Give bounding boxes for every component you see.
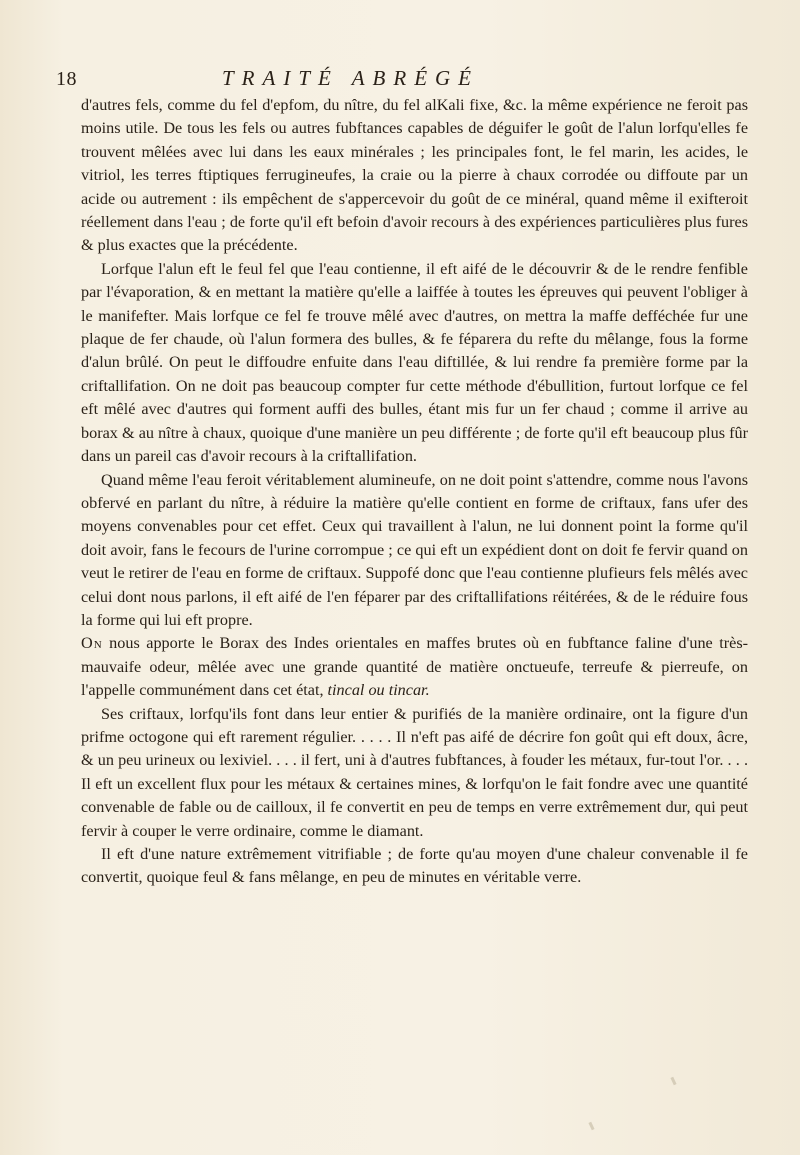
text-body (81, 94, 748, 890)
paragraph-4-italic: tincal ou tincar. (327, 681, 430, 700)
paragraph-4-lead: On (81, 634, 103, 653)
ink-mark (670, 1077, 676, 1086)
paragraph-4-body: nous apporte le Borax des Indes orientales en maffes brutes où en fubftance faline d'une très-mauvaife odeur, mêlée avec une grande quantité de matière onctueufe, terreufe & pierreufe, on l'appelle communément dans cet état, (81, 634, 749, 700)
paragraph-3: Quand même l'eau feroit véritablement alumineufe, on ne doit point s'attendre, comme nous l'avons obfervé en parlant du nître, à réduire la matière qu'elle contient en forme de criftaux, fans ufer des moyens convenables pour cet effet. Ceux qui travaillent à l'alun, ne lui donnent point la forme qu'il doit avoir, fans le fecours de l'urine corrompue ; ce qui eft un expédient dont on doit fe fervir quand on veut le retirer de l'eau en forme de criftaux. Suppofé donc que l'eau contienne plufieurs fels mêlés avec celui dont nous parlons, il eft aifé de l'en féparer par des criftallifations réitérées, & de le réduire fous la forme qui lui eft propre. (81, 470, 748, 629)
paragraph-6: Il eft d'une nature extrêmement vitrifiable ; de forte qu'au moyen d'une chaleur convenable il fe convertit, quoique feul & fans mêlange, en peu de minutes en véritable verre. (81, 845, 748, 887)
ink-mark (588, 1122, 594, 1131)
running-title: TRAITÉ ABRÉGÉ (222, 66, 480, 90)
paragraph-4 (81, 632, 748, 702)
page-number: 18 (56, 68, 77, 90)
paragraph-5: Ses criftaux, lorfqu'ils font dans leur entier & purifiés de la manière ordinaire, ont la figure d'un prifme octogone qui eft rarement régulier. . . . . Il n'eft pas aifé de décrire fon goût qui eft doux, âcre, & un peu urineux ou lexiviel. . . . il fert, uni à d'autres fubftances, à fouder les métaux, fur-tout l'or. . . . Il eft un excellent flux pour les métaux & certaines mines, & lorfqu'on le fait fondre avec une quantité convenable de fable ou de cailloux, il fe convertit en peu de temps en verre extrêmement dur, qui peut fervir à couper le verre ordinaire, comme le diamant. (81, 704, 748, 840)
paragraph-2: Lorfque l'alun eft le feul fel que l'eau contienne, il eft aifé de le découvrir & de le rendre fenfible par l'évaporation, & en mettant la matière qu'elle a laiffée à toutes les épreuves qui peuvent l'obliger à le manifefter. Mais lorfque ce fel fe trouve mêlé avec d'autres, on mettra la maffe defféchée fur une plaque de fer chaude, où l'alun formera des bulles, & fe féparera du refte du mêlange, fous la forme d'alun brûlé. On peut le diffoudre enfuite dans l'eau diftillée, & lui rendre fa première forme par la criftallifation. On ne doit pas beaucoup compter fur cette méthode d'ébullition, furtout lorfque ce fel eft mêlé avec d'autres qui forment auffi des bulles, étant mis fur un fer chaud ; comme il arrive au borax & au nître à chaux, quoique d'une manière un peu différente ; de forte qu'il eft beaucoup plus fûr dans un pareil cas d'avoir recours à la criftallifation. (81, 259, 748, 466)
paragraph-1: d'autres fels, comme du fel d'epfom, du nître, du fel alKali fixe, &c. la même expérience ne feroit pas moins utile. De tous les fels ou autres fubftances capables de déguifer le goût de l'alun lorfqu'elles fe trouvent mêlées avec lui dans les eaux minérales ; les principales font, le fel marin, les acides, le vitriol, les terres ftiptiques ferrugineufes, la craie ou la pierre à chaux corrodée ou diffoute par un acide ou autrement : ils empêchent de s'appercevoir du goût de ce minéral, quand même il exifteroit réellement dans l'eau ; de forte qu'il eft befoin d'avoir recours à des expériences particulières plus fures & plus exactes que la précédente. (81, 96, 748, 255)
running-head (56, 66, 746, 92)
